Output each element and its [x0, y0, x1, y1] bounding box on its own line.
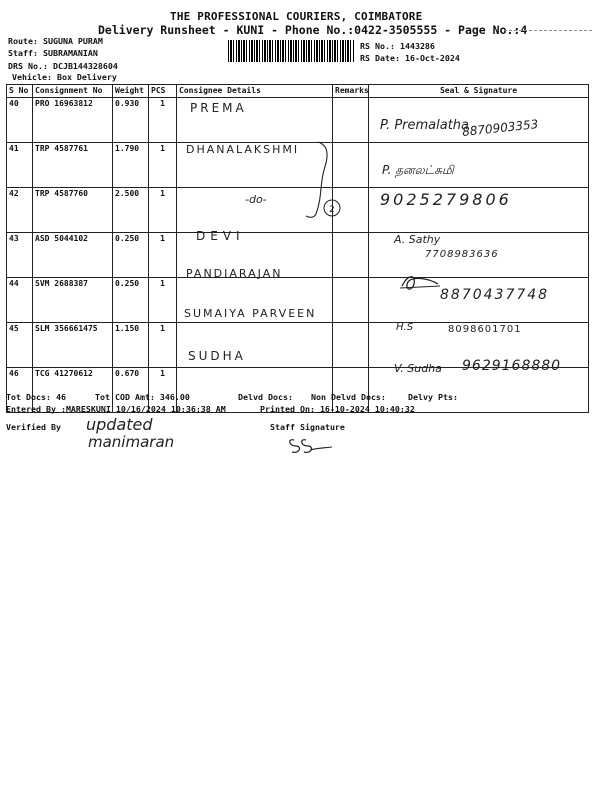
rs-number: RS No.: 1443286 [360, 41, 435, 51]
rs-date: RS Date: 16-Oct-2024 [360, 53, 460, 63]
consignment-cell: TCG 41270612 [33, 368, 113, 413]
header-dash-line [504, 30, 592, 31]
consignment-cell: TRP 4587761 [33, 143, 113, 188]
sno-cell: 41 [7, 143, 33, 188]
handwritten-phone: 7708983636 [425, 249, 499, 260]
pcs-cell: 1 [149, 233, 177, 278]
handwritten-consignee: PREMA [190, 101, 247, 115]
handwritten-consignee: SUDHA [188, 349, 246, 363]
handwritten-phone: 8098601701 [448, 324, 522, 335]
bracket-mark [300, 138, 344, 222]
pcs-cell: 1 [149, 278, 177, 323]
consignment-cell: ASD 5044102 [33, 233, 113, 278]
table-header-row [7, 85, 589, 98]
weight-cell: 1.150 [113, 323, 149, 368]
handwritten-phone: 8870437748 [440, 287, 550, 303]
company-name: THE PROFESSIONAL COURIERS, COIMBATORE [170, 10, 423, 23]
handwritten-consignee: -do- [245, 193, 267, 206]
weight-cell: 1.790 [113, 143, 149, 188]
consignment-cell: TRP 4587760 [33, 188, 113, 233]
weight-cell: 0.930 [113, 98, 149, 143]
sno-cell: 45 [7, 323, 33, 368]
weight-cell: 0.250 [113, 233, 149, 278]
route-label: Route: SUGUNA PURAM [8, 36, 103, 46]
consignment-cell: SVM 2688387 [33, 278, 113, 323]
pcs-cell: 1 [149, 188, 177, 233]
weight-cell: 2.500 [113, 188, 149, 233]
sno-cell: 44 [7, 278, 33, 323]
sno-cell: 42 [7, 188, 33, 233]
barcode [228, 40, 354, 62]
col-header-pcs: PCS [149, 85, 177, 98]
pcs-cell: 1 [149, 368, 177, 413]
handwritten-consignee: DHANALAKSHMI [186, 143, 300, 156]
handwritten-signature: P. தனலட்சுமி [382, 163, 454, 177]
col-header-consignment: Consignment No [33, 85, 113, 98]
handwritten-verified-name: manimaran [88, 433, 175, 451]
delivered-docs: Delvd Docs: [238, 392, 293, 402]
svg-text:2: 2 [329, 205, 335, 215]
remarks-cell [333, 323, 369, 368]
col-header-consignee: Consignee Details [177, 85, 333, 98]
handwritten-phone: 8870903353 [461, 117, 539, 139]
non-delivered-docs: Non Delvd Docs: [311, 392, 386, 402]
signature-scribble-icon [398, 272, 442, 294]
vehicle-label: Vehicle: Box Delivery [12, 72, 117, 82]
handwritten-signature: H.S [396, 322, 414, 333]
delivery-points: Delvy Pts: [408, 392, 458, 402]
handwritten-signature: P. Premalatha [380, 118, 470, 133]
handwritten-signature: V. Sudha [394, 362, 442, 375]
staff-label: Staff: SUBRAMANIAN [8, 48, 98, 58]
handwritten-signature: A. Sathy [394, 233, 441, 246]
sno-cell: 46 [7, 368, 33, 413]
staff-signature-label: Staff Signature [270, 422, 345, 432]
total-cod-amount: Tot COD Amt: 346.00 [95, 392, 190, 402]
table-row [7, 233, 589, 278]
col-header-weight: Weight [113, 85, 149, 98]
remarks-cell [333, 278, 369, 323]
handwritten-verified-note: updated [86, 415, 153, 434]
pcs-cell: 1 [149, 143, 177, 188]
handwritten-consignee: DEVI [196, 229, 245, 243]
drs-number: DRS No.: DCJB144328604 [8, 61, 118, 71]
remarks-cell [333, 98, 369, 143]
staff-signature-scribble-icon [286, 434, 334, 456]
entered-by: Entered By :MARESKUNI 10/16/2024 10:36:38 AM [6, 404, 226, 414]
col-header-remarks: Remarks [333, 85, 369, 98]
pcs-cell: 1 [149, 98, 177, 143]
sno-cell: 43 [7, 233, 33, 278]
col-header-sno: S No [7, 85, 33, 98]
weight-cell: 0.670 [113, 368, 149, 413]
sno-cell: 40 [7, 98, 33, 143]
pcs-cell: 1 [149, 323, 177, 368]
handwritten-consignee: SUMAIYA PARVEEN [184, 307, 317, 320]
printed-on: Printed On: 16-10-2024 10:40:32 [260, 404, 415, 414]
remarks-cell [333, 233, 369, 278]
handwritten-consignee: PANDIARAJAN [186, 267, 283, 280]
total-docs: Tot Docs: 46 [6, 392, 66, 402]
consignment-cell: SLM 356661475 [33, 323, 113, 368]
runsheet-title: Delivery Runsheet - KUNI - Phone No.:0422-3505555 - Page No.:4 [98, 23, 528, 37]
consignment-cell: PRO 16963812 [33, 98, 113, 143]
handwritten-phone: 9629168880 [462, 358, 562, 374]
verified-by-label: Verified By [6, 422, 61, 432]
col-header-seal: Seal & Signature [369, 85, 589, 98]
weight-cell: 0.250 [113, 278, 149, 323]
handwritten-phone: 9025279806 [380, 190, 512, 209]
